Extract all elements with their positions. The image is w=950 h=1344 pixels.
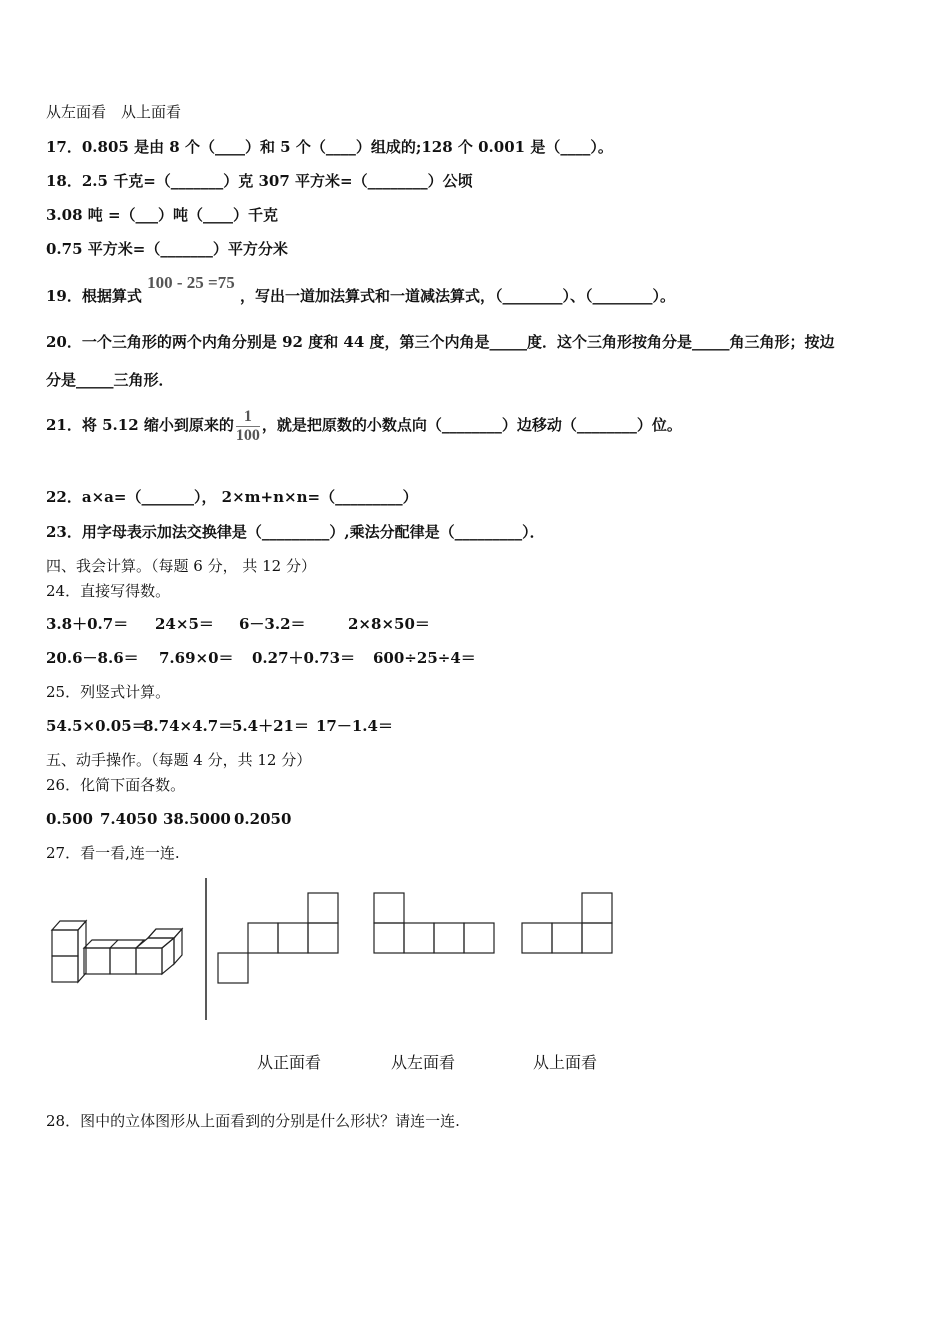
calc-item: 2×8×50＝ xyxy=(348,615,430,633)
calc-item: 54.5×0.05＝ xyxy=(46,717,147,735)
calc-item: 7.69×0＝ xyxy=(159,649,234,667)
question-27: 27．看一看,连一连. xyxy=(46,844,180,862)
label-top-view: 从上面看 xyxy=(533,1053,598,1072)
fraction-denominator: 100 xyxy=(235,426,260,444)
number-item: 0.500 xyxy=(46,810,93,828)
question-26: 26．化简下面各数。 xyxy=(46,776,186,794)
question-21-suffix: ，就是把原数的小数点向（________）边移动（________）位。 xyxy=(261,416,682,434)
top-view-grid xyxy=(522,893,612,953)
calc-item: 20.6－8.6＝ xyxy=(46,649,139,667)
calc-item: 600÷25÷4＝ xyxy=(373,649,476,667)
question-18-line3: 0.75 平方米=（_______）平方分米 xyxy=(46,240,288,258)
question-21-prefix: 21．将 5.12 缩小到原来的 xyxy=(46,416,234,434)
question-22: 22．a×a=（_______）， 2×m+n×n=（_________） xyxy=(46,488,418,506)
question-23: 23．用字母表示加法交换律是（_________）,乘法分配律是（_________）． xyxy=(46,523,545,541)
question-20-line2: 分是_____三角形． xyxy=(46,371,174,389)
question-17: 17．0.805 是由 8 个（____）和 5 个（____）组成的;128 个 0.001 是（____）。 xyxy=(46,138,613,156)
label-left-view: 从左面看 xyxy=(391,1053,456,1072)
left-view-grid xyxy=(374,893,494,953)
number-item: 0.2050 xyxy=(234,810,292,828)
question-18-line2: 3.08 吨 =（___）吨（____）千克 xyxy=(46,206,279,224)
calc-item: 17－1.4＝ xyxy=(316,717,393,735)
question-19-prefix: 19．根据算式 xyxy=(46,287,142,305)
fraction-numerator: 1 xyxy=(236,408,260,427)
number-item: 38.5000 xyxy=(163,810,231,828)
question-18-line1: 18．2.5 千克=（_______）克 307 平方米=（________）公顷 xyxy=(46,172,473,190)
label-front-view: 从正面看 xyxy=(257,1053,322,1072)
solid-figure xyxy=(52,921,182,982)
calc-item: 24×5＝ xyxy=(155,615,214,633)
question-25: 25．列竖式计算。 xyxy=(46,683,171,701)
line-top-views: 从左面看 从上面看 xyxy=(46,103,182,121)
question-20-line1: 20．一个三角形的两个内角分别是 92 度和 44 度，第三个内角是_____度．这个三角形按角分是_____角三角形；按边 xyxy=(46,333,835,351)
number-item: 7.4050 xyxy=(100,810,158,828)
section-5-heading: 五、动手操作。（每题 4 分，共 12 分） xyxy=(46,751,312,769)
question-19-expression: 100 - 25 =75 xyxy=(147,273,235,292)
question-28: 28．图中的立体图形从上面看到的分别是什么形状？请连一连. xyxy=(46,1112,460,1130)
section-4-heading: 四、我会计算。（每题 6 分， 共 12 分） xyxy=(46,557,316,575)
question-24: 24．直接写得数。 xyxy=(46,582,171,600)
calc-item: 6－3.2＝ xyxy=(239,615,306,633)
calc-item: 8.74×4.7＝ xyxy=(143,717,234,735)
calc-item: 3.8＋0.7＝ xyxy=(46,615,129,633)
question-19-suffix: ，写出一道加法算式和一道减法算式，（________）、（________）。 xyxy=(239,287,675,305)
calc-item: 0.27＋0.73＝ xyxy=(252,649,356,667)
calc-item: 5.4＋21＝ xyxy=(232,717,309,735)
front-view-grid xyxy=(218,893,338,983)
